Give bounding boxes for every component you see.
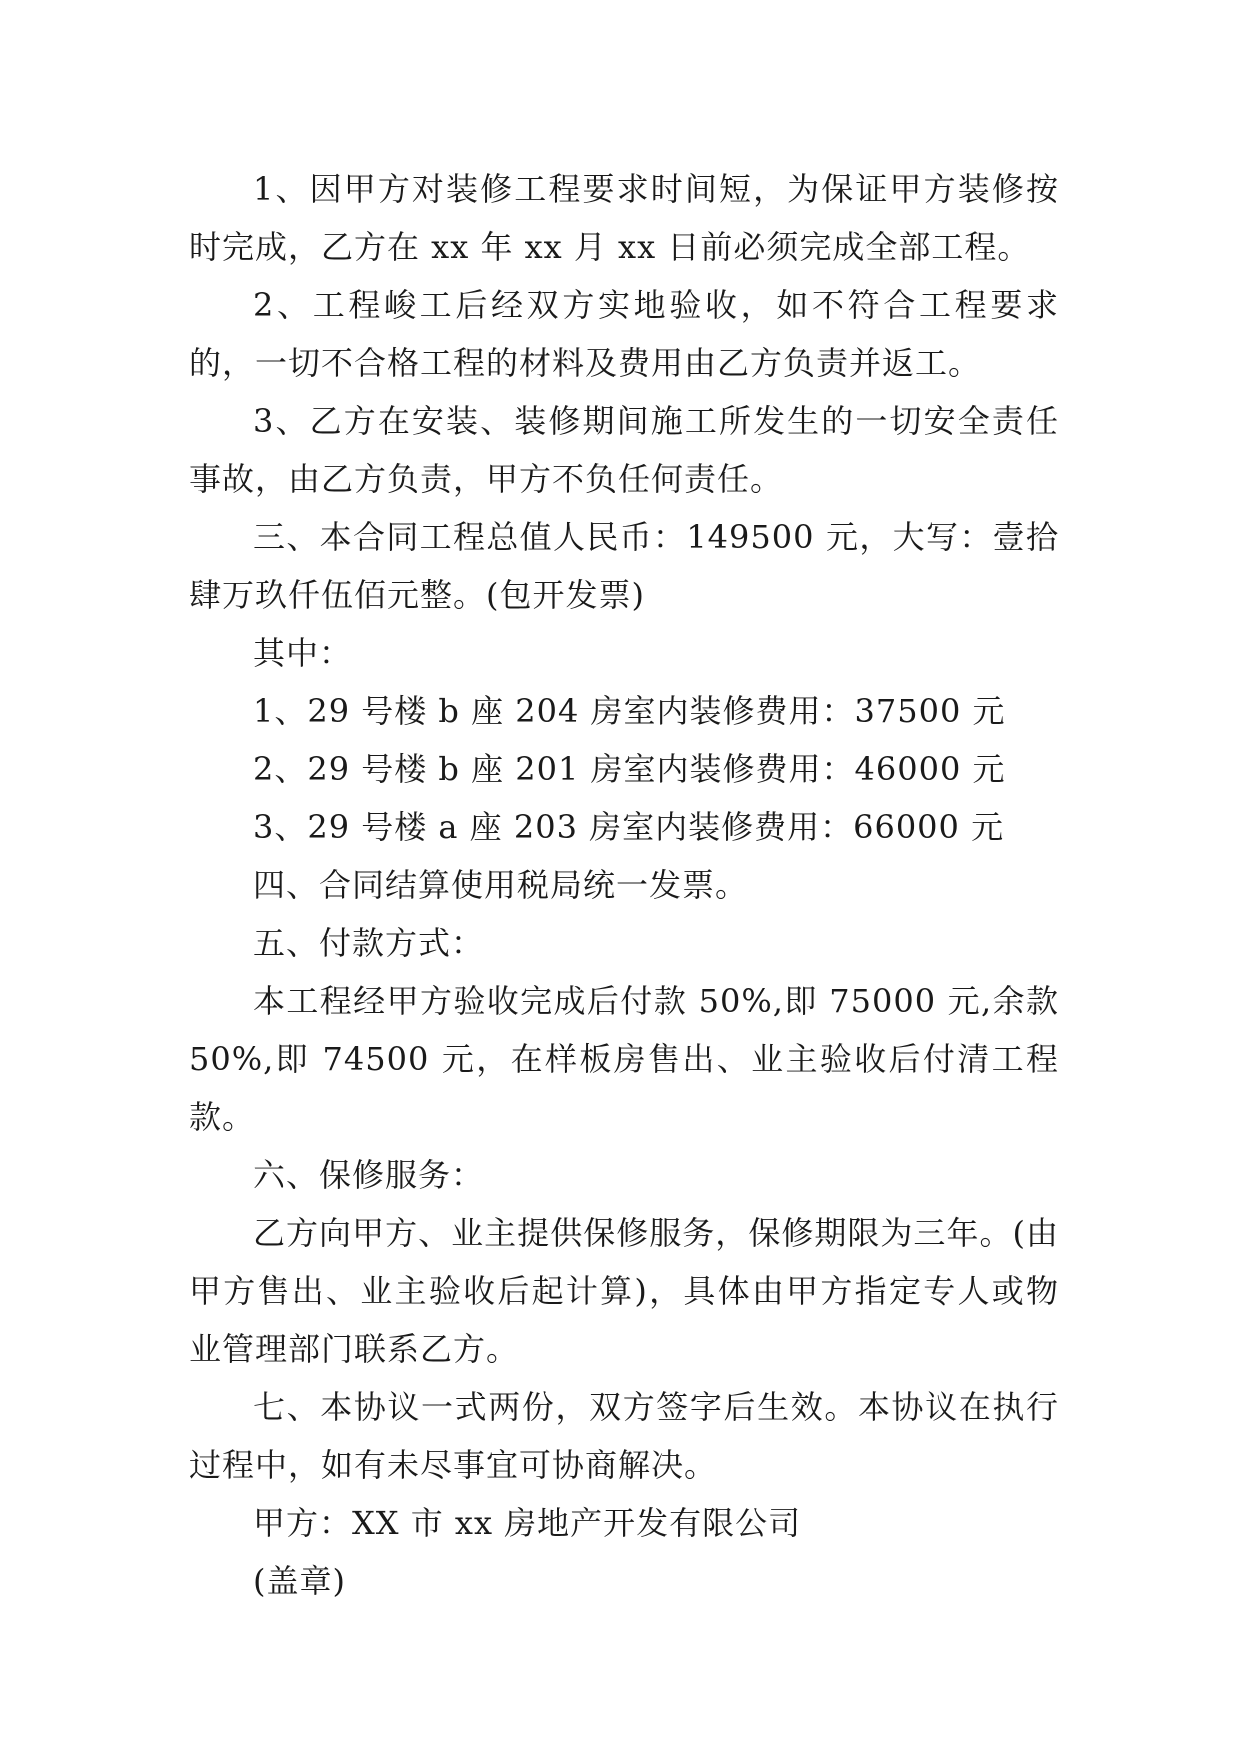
breakdown-item-b201: 2、29 号楼 b 座 201 房室内装修费用：46000 元 [253,750,1006,788]
clause-copies-effectiveness: 七、本协议一式两份，双方签字后生效。本协议在执行过程中，如有未尽事宜可协商解决。 [189,1388,1059,1484]
seal-placeholder: (盖章) [253,1562,346,1600]
breakdown-heading: 其中： [253,634,353,672]
clause-completion-deadline: 1、因甲方对装修工程要求时间短，为保证甲方装修按时完成，乙方在 xx 年 xx 月 xx 日前必须完成全部工程。 [189,170,1059,266]
warranty-text: 乙方向甲方、业主提供保修服务，保修期限为三年。(由甲方售出、业主验收后起计算)，具体由甲方指定专人或物业管理部门联系乙方。 [189,1214,1059,1368]
clause-safety-liability: 3、乙方在安装、装修期间施工所发生的一切安全责任事故，由乙方负责，甲方不负任何责任。 [189,402,1059,498]
clause-invoice: 四、合同结算使用税局统一发票。 [253,866,749,904]
document-body [189,160,1071,1610]
clause-total-contract-value: 三、本合同工程总值人民币：149500 元，大写：壹拾肆万玖仟伍佰元整。(包开发票) [189,518,1059,614]
payment-method-heading: 五、付款方式： [253,924,485,962]
breakdown-item-a203: 3、29 号楼 a 座 203 房室内装修费用：66000 元 [253,808,1005,846]
clause-acceptance-rework: 2、工程峻工后经双方实地验收，如不符合工程要求的，一切不合格工程的材料及费用由乙方负责并返工。 [189,286,1059,382]
payment-method-text: 本工程经甲方验收完成后付款 50%,即 75000 元,余款 50%,即 74500 元，在样板房售出、业主验收后付清工程款。 [189,982,1071,1136]
breakdown-item-b204: 1、29 号楼 b 座 204 房室内装修费用：37500 元 [253,692,1006,730]
warranty-heading: 六、保修服务： [253,1156,485,1194]
party-a-name: 甲方：XX 市 xx 房地产开发有限公司 [253,1504,802,1542]
